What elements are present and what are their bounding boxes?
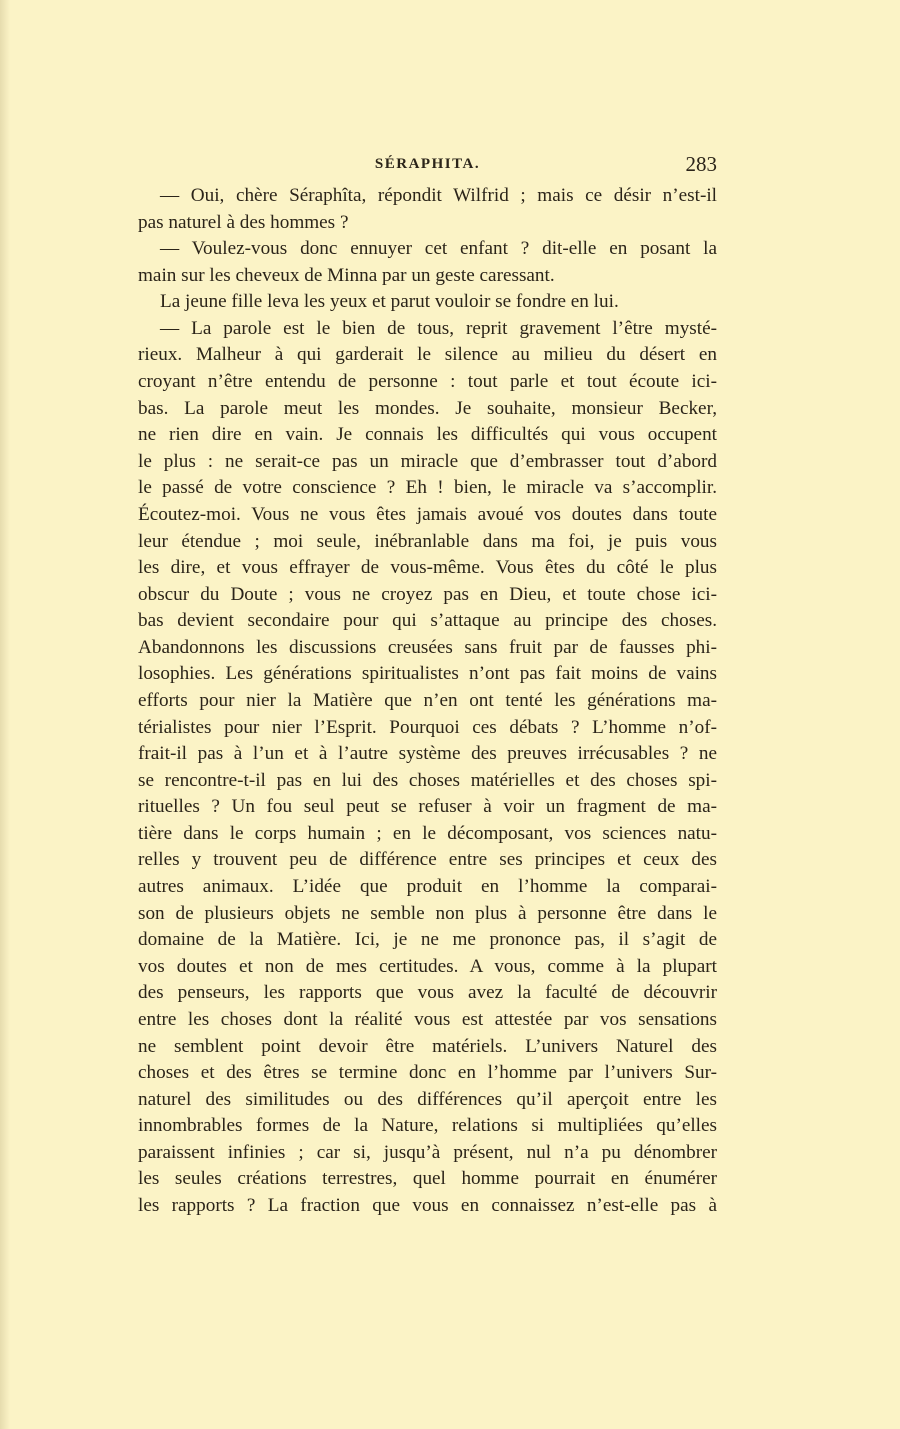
text-line: relles y trouvent peu de différence entre ses principes et ceux des <box>138 849 717 871</box>
running-title: SÉRAPHITA. <box>374 156 481 172</box>
text-line: le plus : ne serait-ce pas un miracle que d’embrasser tout d’abord <box>138 450 717 472</box>
text-line: des penseurs, les rapports que vous avez la faculté de découvrir <box>138 982 717 1004</box>
text-line: — La parole est le bien de tous, reprit gravement l’être mysté- <box>160 317 717 339</box>
text-line: les dire, et vous effrayer de vous-même. Vous êtes du côté le plus <box>138 557 717 579</box>
page-header <box>138 152 717 180</box>
text-line: paraissent infinies ; car si, jusqu’à présent, nul n’a pu dénombrer <box>138 1141 717 1163</box>
text-line: domaine de la Matière. Ici, je ne me prononce pas, il s’agit de <box>138 929 717 951</box>
text-line: vos doutes et non de mes certitudes. A vous, comme à la plupart <box>138 955 717 977</box>
text-line: Écoutez-moi. Vous ne vous êtes jamais avoué vos doutes dans toute <box>138 503 717 525</box>
text-line: entre les choses dont la réalité vous est attestée par vos sensations <box>138 1008 717 1030</box>
text-line: innombrables formes de la Nature, relations si multipliées qu’elles <box>138 1115 717 1137</box>
text-line: rituelles ? Un fou seul peut se refuser à voir un fragment de ma- <box>138 796 717 818</box>
text-line: leur étendue ; moi seule, inébranlable dans ma foi, je puis vous <box>138 530 717 552</box>
page-number: 283 <box>685 152 717 176</box>
text-line: son de plusieurs objets ne semble non plus à personne être dans le <box>138 902 717 924</box>
text-line: bas. La parole meut les mondes. Je souhaite, monsieur Becker, <box>138 397 717 419</box>
page-body-text <box>138 183 717 1220</box>
text-line: Abandonnons les discussions creusées sans fruit par de fausses phi- <box>138 636 717 658</box>
text-line: ne rien dire en vain. Je connais les difficultés qui vous occupent <box>138 424 717 446</box>
text-line: — Voulez-vous donc ennuyer cet enfant ? dit-elle en posant la <box>160 238 717 260</box>
text-line: le passé de votre conscience ? Eh ! bien, le miracle va s’accomplir. <box>138 477 717 499</box>
text-line: ne semblent point devoir être matériels. L’univers Naturel des <box>138 1035 717 1057</box>
text-line: se rencontre-t-il pas en lui des choses matérielles et des choses spi- <box>138 769 717 791</box>
text-line: rieux. Malheur à qui garderait le silence au milieu du désert en <box>138 344 717 366</box>
text-line: efforts pour nier la Matière que n’en ont tenté les générations ma- <box>138 689 717 711</box>
text-line: obscur du Doute ; vous ne croyez pas en Dieu, et toute chose ici- <box>138 583 717 605</box>
text-line: pas naturel à des hommes ? <box>138 211 349 233</box>
page-edge-shadow <box>0 0 10 1429</box>
text-line: bas devient secondaire pour qui s’attaque au principe des choses. <box>138 610 717 632</box>
text-line: frait-il pas à l’un et à l’autre système des preuves irrécusables ? ne <box>138 743 717 765</box>
text-line: losophies. Les générations spiritualistes n’ont pas fait moins de vains <box>138 663 717 685</box>
text-line: La jeune fille leva les yeux et parut vouloir se fondre en lui. <box>160 291 619 313</box>
text-line: les seules créations terrestres, quel homme pourrait en énumérer <box>138 1168 717 1190</box>
text-line: choses et des êtres se termine donc en l’homme par l’univers Sur- <box>138 1062 717 1084</box>
text-line: croyant n’être entendu de personne : tout parle et tout écoute ici- <box>138 371 717 393</box>
text-line: térialistes pour nier l’Esprit. Pourquoi ces débats ? L’homme n’of- <box>138 716 717 738</box>
text-line: tière dans le corps humain ; en le décomposant, vos sciences natu- <box>138 822 717 844</box>
text-line: — Oui, chère Séraphîta, répondit Wilfrid ; mais ce désir n’est-il <box>160 185 717 206</box>
text-line: main sur les cheveux de Minna par un geste caressant. <box>138 264 555 286</box>
text-line: naturel des similitudes ou des différences qu’il aperçoit entre les <box>138 1088 717 1110</box>
text-line: autres animaux. L’idée que produit en l’homme la comparai- <box>138 876 717 898</box>
text-line: les rapports ? La fraction que vous en connaissez n’est-elle pas à <box>138 1194 717 1216</box>
